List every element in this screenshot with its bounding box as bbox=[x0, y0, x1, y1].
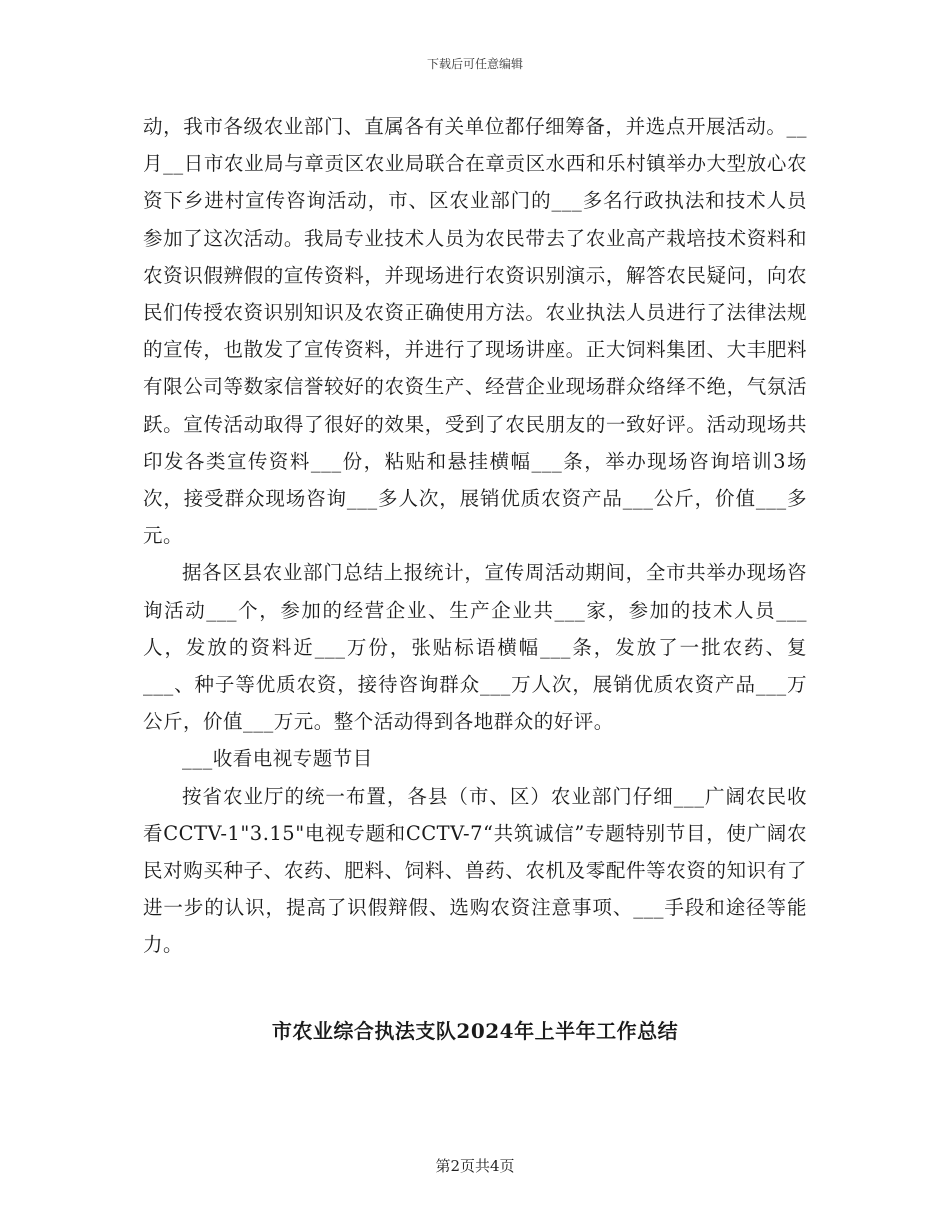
page-header: 下载后可任意编辑 bbox=[426, 57, 523, 71]
section-heading-tv-program: ___收看电视专题节目 bbox=[182, 747, 373, 771]
paragraph-statistics: 据各区县农业部门总结上报统计，宣传周活动期间，全市共举办现场咨询活动___个，参加的经营企业、生产企业共___家，参加的技术人员___人，发放的资料近___万份，张贴标语横幅___条，发放了一批农药、复___、种子等优质农资，接待咨询群众___万人次，展销优质农资产品___万公斤，价值___万元。整个活动得到各地群众的好评。 bbox=[143, 561, 807, 734]
document-title: 市农业综合执法支队2024年上半年工作总结 bbox=[271, 1019, 679, 1043]
paragraph-tv-program: 按省农业厅的统一布置，各县（市、区）农业部门仔细___广阔农民收看CCTV-1"3.15"电视专题和CCTV-7“共筑诚信”专题特别节目，使广阔农民对购买种子、农药、肥料、饲料、兽药、农机及零配件等农资的知识有了进一步的认识，提高了识假辩假、选购农资注意事项、___手段和途径等能力。 bbox=[143, 784, 807, 957]
document-body bbox=[143, 108, 807, 964]
page-footer: 第2页共4页 bbox=[435, 1157, 515, 1175]
paragraph-activity-details: 动，我市各级农业部门、直属各有关单位都仔细筹备，并选点开展活动。__月__日市农业局与章贡区农业局联合在章贡区水西和乐村镇举办大型放心农资下乡进村宣传咨询活动，市、区农业部门的___多名行政执法和技术人员参加了这次活动。我局专业技术人员为农民带去了农业高产栽培技术资料和农资识假辨假的宣传资料，并现场进行农资识别演示，解答农民疑问，向农民们传授农资识别知识及农资正确使用方法。农业执法人员进行了法律法规的宣传，也散发了宣传资料，并进行了现场讲座。正大饲料集团、大丰肥料有限公司等数家信誉较好的农资生产、经营企业现场群众络绎不绝，气氛活跃。宣传活动取得了很好的效果，受到了农民朋友的一致好评。活动现场共印发各类宣传资料___份，粘贴和悬挂横幅___条，举办现场咨询培训3场次，接受群众现场咨询___多人次，展销优质农资产品___公斤，价值___多元。 bbox=[143, 115, 807, 548]
